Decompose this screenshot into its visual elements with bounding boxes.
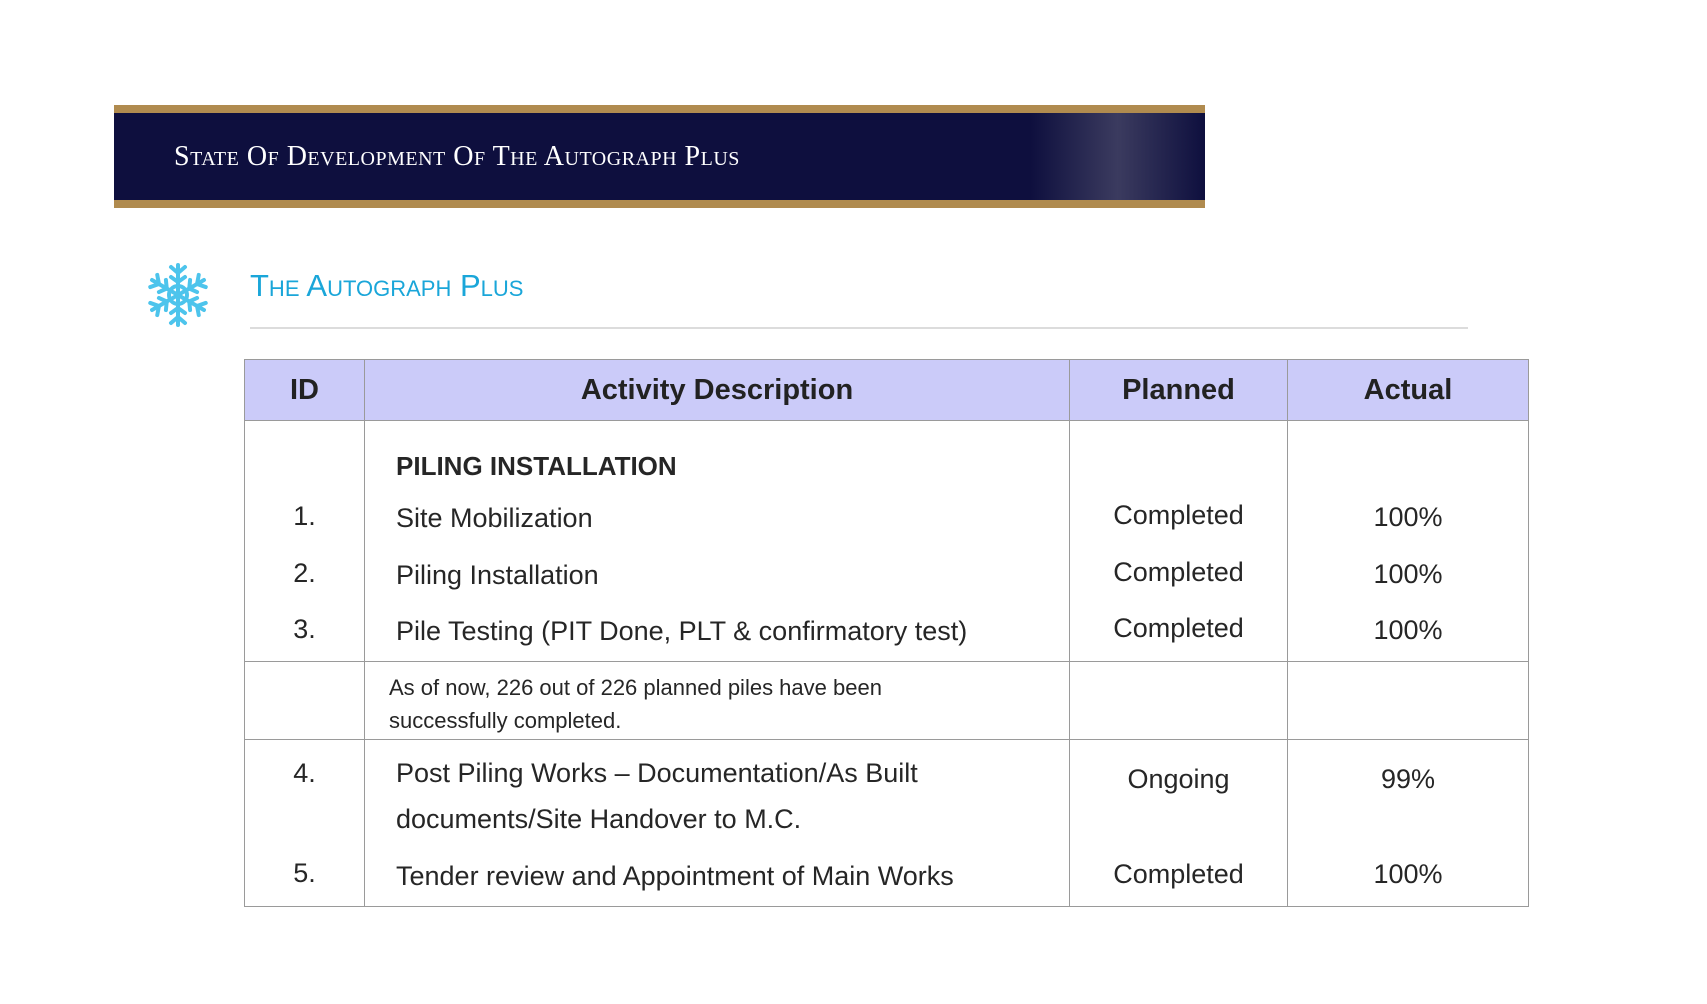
row-description-4-line-2: documents/Site Handover to M.C.	[396, 804, 802, 834]
row-id-2: 2.	[293, 558, 316, 588]
row-description-4-line-1: Post Piling Works – Documentation/As Built	[396, 758, 918, 788]
snowflake-icon	[142, 259, 214, 331]
row-planned-3: Completed	[1113, 613, 1244, 643]
table-row-group-piling	[245, 421, 1529, 662]
row-id-1: 1.	[293, 501, 316, 531]
description-cell	[365, 740, 1070, 907]
header-description: Activity Description	[365, 360, 1070, 421]
row-description-3: Pile Testing (PIT Done, PLT & confirmatory test)	[396, 616, 968, 646]
header-planned: Planned	[1070, 360, 1288, 421]
planned-cell	[1070, 421, 1288, 662]
row-id-5: 5.	[293, 858, 316, 888]
planned-cell	[1070, 662, 1288, 740]
actual-cell	[1288, 662, 1529, 740]
actual-cell	[1288, 421, 1529, 662]
header-actual: Actual	[1288, 360, 1529, 421]
description-cell	[365, 421, 1070, 662]
row-id-4: 4.	[293, 758, 316, 788]
row-description-1: Site Mobilization	[396, 503, 593, 533]
table-row-note	[245, 662, 1529, 740]
row-actual-3: 100%	[1373, 615, 1443, 645]
row-actual-1: 100%	[1373, 502, 1443, 532]
header-id: ID	[245, 360, 365, 421]
row-description-5: Tender review and Appointment of Main Works	[396, 861, 954, 891]
row-actual-4: 99%	[1380, 764, 1436, 794]
section-divider	[250, 327, 1468, 329]
banner-title: State Of Development Of The Autograph Plus	[174, 140, 740, 172]
note-line-1: As of now, 226 out of 226 planned piles have been	[389, 675, 882, 700]
row-planned-4: Ongoing	[1127, 764, 1230, 794]
actual-cell	[1288, 740, 1529, 907]
note-cell	[365, 662, 1070, 740]
row-planned-5: Completed	[1113, 859, 1244, 889]
table-header-row	[245, 360, 1529, 421]
title-banner	[114, 105, 1205, 208]
id-cell	[245, 421, 365, 662]
section-title: The Autograph Plus	[250, 268, 524, 303]
row-id-3: 3.	[293, 614, 316, 644]
note-line-2: successfully completed.	[389, 708, 622, 733]
id-cell	[245, 662, 365, 740]
row-planned-2: Completed	[1113, 557, 1244, 587]
id-cell	[245, 740, 365, 907]
table-row-group-post	[245, 740, 1529, 907]
row-actual-5: 100%	[1373, 859, 1443, 889]
row-actual-2: 100%	[1373, 559, 1443, 589]
row-description-2: Piling Installation	[396, 560, 599, 590]
row-planned-1: Completed	[1113, 500, 1244, 530]
activity-table	[244, 359, 1529, 907]
planned-cell	[1070, 740, 1288, 907]
group-heading: PILING INSTALLATION	[396, 451, 677, 481]
